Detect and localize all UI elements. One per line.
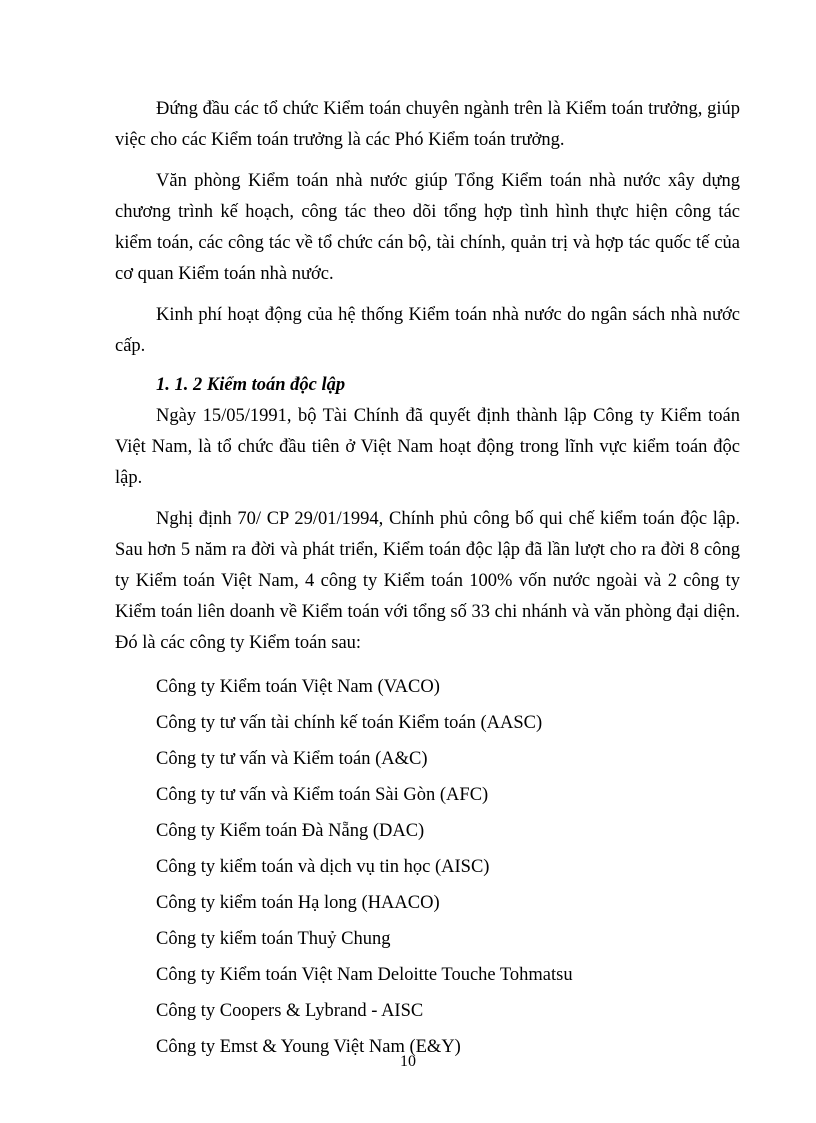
page-number: 10 <box>400 1053 416 1070</box>
company-list <box>115 669 740 1065</box>
list-item: Công ty tư vấn tài chính kế toán Kiểm toán (AASC) <box>156 713 543 733</box>
list-item: Công ty kiểm toán Thuỷ Chung <box>156 929 391 949</box>
list-item: Công ty Coopers & Lybrand - AISC <box>156 1001 424 1021</box>
list-item: Công ty Kiểm toán Đà Nẵng (DAC) <box>156 821 425 841</box>
list-item: Công ty Kiểm toán Việt Nam Deloitte Touche Tohmatsu <box>156 965 573 985</box>
list-item: Công ty tư vấn và Kiểm toán Sài Gòn (AFC) <box>156 785 489 805</box>
paragraph-decree: Nghị định 70/ CP 29/01/1994, Chính phủ công bố qui chế kiểm toán độc lập. Sau hơn 5 năm ra đời và phát triển, Kiểm toán độc lập đã lần lượt cho ra đời 8 công ty Kiểm toán Việt Nam, 4 công ty Kiểm toán 100% vốn nước ngoài và 2 công ty Kiểm toán liên doanh về Kiểm toán với tổng số 33 chi nhánh và văn phòng đại diện. Đó là các công ty Kiểm toán sau: <box>115 509 740 653</box>
list-item: Công ty Emst & Young Việt Nam (E&Y) <box>156 1037 461 1057</box>
list-item: Công ty Kiểm toán Việt Nam (VACO) <box>156 677 440 697</box>
paragraph-audit-office: Văn phòng Kiểm toán nhà nước giúp Tổng Kiểm toán nhà nước xây dựng chương trình kế hoạch, công tác theo dõi tổng hợp tình hình thực hiện công tác kiểm toán, các công tác về tổ chức cán bộ, tài chính, quản trị và hợp tác quốc tế của cơ quan Kiểm toán nhà nước. <box>115 171 740 284</box>
document-page <box>115 94 740 1065</box>
list-item: Công ty kiểm toán Hạ long (HAACO) <box>156 893 440 913</box>
list-item: Công ty kiểm toán và dịch vụ tin học (AISC) <box>156 857 490 877</box>
paragraph-funding: Kinh phí hoạt động của hệ thống Kiểm toán nhà nước do ngân sách nhà nước cấp. <box>115 305 740 356</box>
paragraph-audit-heads: Đứng đầu các tổ chức Kiểm toán chuyên ngành trên là Kiểm toán trưởng, giúp việc cho các Kiểm toán trưởng là các Phó Kiểm toán trưởng. <box>115 99 740 150</box>
list-item: Công ty tư vấn và Kiểm toán (A&C) <box>156 749 428 769</box>
paragraph-founding: Ngày 15/05/1991, bộ Tài Chính đã quyết định thành lập Công ty Kiểm toán Việt Nam, là tổ chức đầu tiên ở Việt Nam hoạt động trong lĩnh vực kiểm toán độc lập. <box>115 406 740 488</box>
section-heading: 1. 1. 2 Kiểm toán độc lập <box>156 375 346 395</box>
